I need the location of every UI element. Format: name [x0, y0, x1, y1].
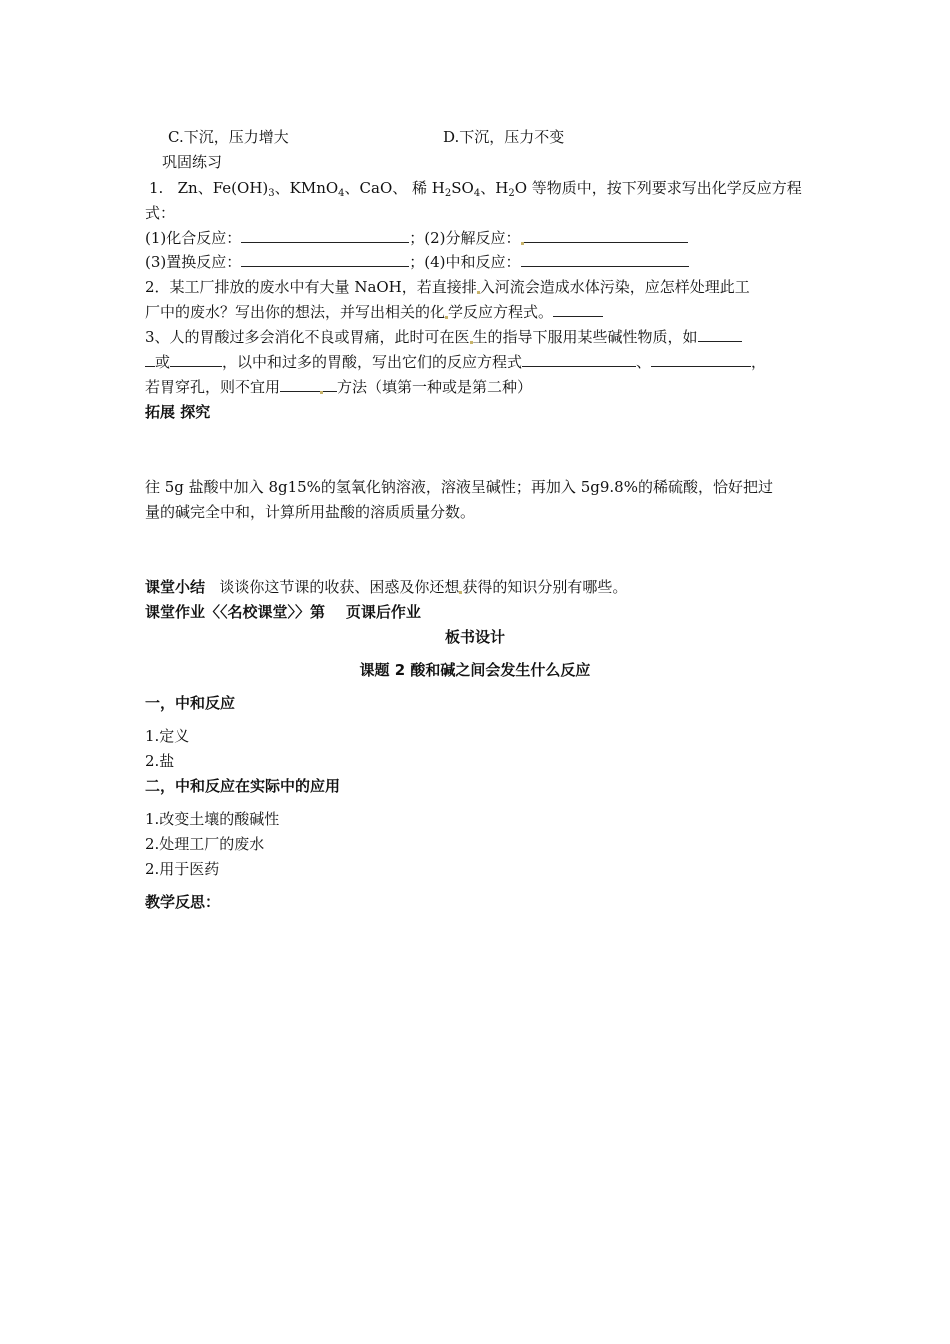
question-3-line-1: 3、人的胃酸过多会消化不良或胃痛，此时可在医 生的指导下服用某些碱性物质，如 — [145, 327, 742, 347]
summary-label: 课堂小结 — [145, 578, 206, 596]
board-section-1-item-1: 1.定义 — [145, 727, 190, 745]
question-1-line-1: 1. Zn、$Fe(OH)_3$、KMnO$_4$、CaO、 稀 $H_2SO_4$、$H_2O$ 等物质中，按下列要求写出化学反应方程 — [149, 179, 802, 199]
question-2-line-1: 2．某工厂排放的废水中有大量 NaOH，若直接排 入河流会造成水体污染，应怎样处理此工 — [145, 278, 750, 296]
answer-blank-q3-c-cont[interactable] — [323, 377, 337, 392]
answer-blank-q3-c[interactable] — [280, 377, 320, 392]
answer-blank-neutralization[interactable] — [521, 252, 689, 267]
board-section-1-item-2: 2.盐 — [145, 752, 175, 770]
question-3-line-3: 若胃穿孔，则不宜用 方法（填第一种或是第二种） — [145, 378, 533, 396]
practice-heading: 巩固练习 — [162, 153, 223, 171]
question-2-line-2: 厂中的废水？写出你的想法，并写出相关的化 学反应方程式。 — [145, 302, 603, 322]
extension-line-2: 量的碱完全中和，计算所用盐酸的溶质质量分数。 — [145, 503, 476, 521]
option-d: D.下沉，压力不变 — [443, 128, 565, 146]
summary: 课堂小结 谈谈你这节课的收获、困惑及你还想 获得的知识分别有哪些。 — [145, 578, 628, 596]
option-c: C.下沉，压力增大 — [168, 128, 289, 146]
board-title: 板书设计 — [444, 628, 505, 646]
reflection-heading: 教学反思： — [145, 893, 221, 911]
board-topic: 课题 2 酸和碱之间会发生什么反应 — [359, 661, 591, 679]
question-3-line-2: 或 ，以中和过多的胃酸，写出它们的反应方程式 、 ， — [145, 352, 766, 372]
board-section-2-item-1: 1.改变土壤的酸碱性 — [145, 810, 280, 828]
answer-blank-q3-eq1[interactable] — [522, 352, 636, 367]
board-section-1-heading: 一，中和反应 — [145, 694, 236, 712]
board-section-2-item-3: 2.用于医药 — [145, 860, 220, 878]
answer-blank-q3-a-cont[interactable] — [145, 352, 155, 367]
answer-blank-combination[interactable] — [241, 228, 409, 243]
board-section-2-item-2: 2.处理工厂的废水 — [145, 835, 265, 853]
extension-heading: 拓展 探究 — [145, 403, 211, 421]
question-1-line-4: (3)置换反应： ；(4)中和反应： — [145, 252, 689, 272]
question-1-line-3: (1)化合反应： ；(2)分解反应： — [145, 228, 688, 248]
answer-blank-decomposition[interactable] — [524, 228, 688, 243]
answer-blank-q2[interactable] — [553, 302, 603, 317]
extension-line-1: 往 5g 盐酸中加入 8g15%的氢氧化钠溶液，溶液呈碱性；再加入 5g9.8%的稀硫酸，恰好把过 — [145, 478, 773, 496]
answer-blank-q3-b[interactable] — [170, 352, 222, 367]
question-1-line-2: 式： — [145, 204, 176, 222]
answer-blank-displacement[interactable] — [241, 252, 409, 267]
board-section-2-heading: 二，中和反应在实际中的应用 — [145, 777, 341, 795]
answer-blank-q3-eq2[interactable] — [651, 352, 751, 367]
answer-blank-q3-a[interactable] — [698, 327, 742, 342]
homework: 课堂作业〈〈名校课堂〉〉第 页课后作业 — [145, 603, 421, 621]
